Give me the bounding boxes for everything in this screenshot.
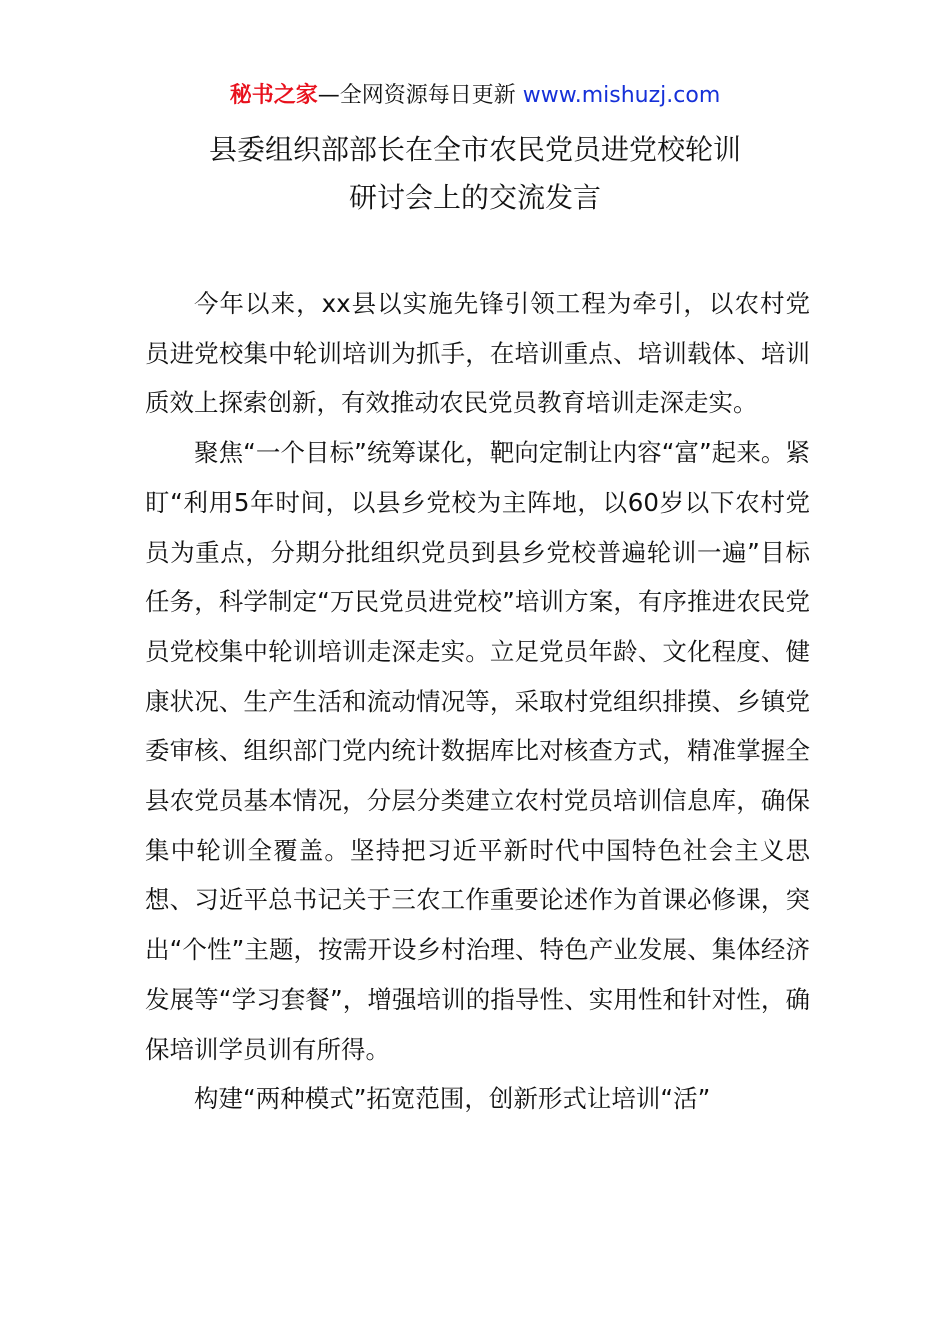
document-title-line-2: 研讨会上的交流发言 [348, 181, 601, 214]
brand-name: 秘书之家 [229, 83, 318, 108]
document-title-line-1: 县委组织部部长在全市农民党员进党校轮训 [208, 133, 741, 166]
header-tagline: —全网资源每日更新 [317, 83, 523, 108]
paragraph-modes: 构建“两种模式”拓宽范围，创新形式让培训“活” [194, 1084, 711, 1114]
paragraph-goal: 聚焦“一个目标”统筹谋化，靶向定制让内容“富”起来。紧盯“利用5年时间，以县乡党校为主阵地，以60岁以下农村党员为重点，分期分批组织党员到县乡党校普遍轮训一遍”目标任务，科学制定“万民党员进党校”培训方案，有序推进农民党员党校集中轮训培训走深走实。立足党员年龄、文化程度、健康状况、生产生活和流动情况等，采取村党组织排摸、乡镇党委审核、组织部门党内统计数据库比对核查方式，精准掌握全县农党员基本情况，分层分类建立农村党员培训信息库，确保集中轮训全覆盖。坚持把习近平新时代中国特色社会主义思想、习近平总书记关于三农工作重要论述作为首课必修课，突出“个性”主题，按需开设乡村治理、特色产业发展、集体经济发展等“学习套餐”，增强培训的指导性、实用性和针对性，确保培训学员训有所得。 [145, 438, 810, 1064]
paragraph-intro: 今年以来，xx县以实施先锋引领工程为牵引，以农村党员进党校集中轮训培训为抓手，在培训重点、培训载体、培训质效上探索创新，有效推动农民党员教育培训走深走实。 [145, 289, 810, 418]
site-header [0, 80, 950, 112]
document-body [145, 279, 810, 1124]
site-url-link[interactable]: www.mishuzj.com [522, 83, 721, 108]
